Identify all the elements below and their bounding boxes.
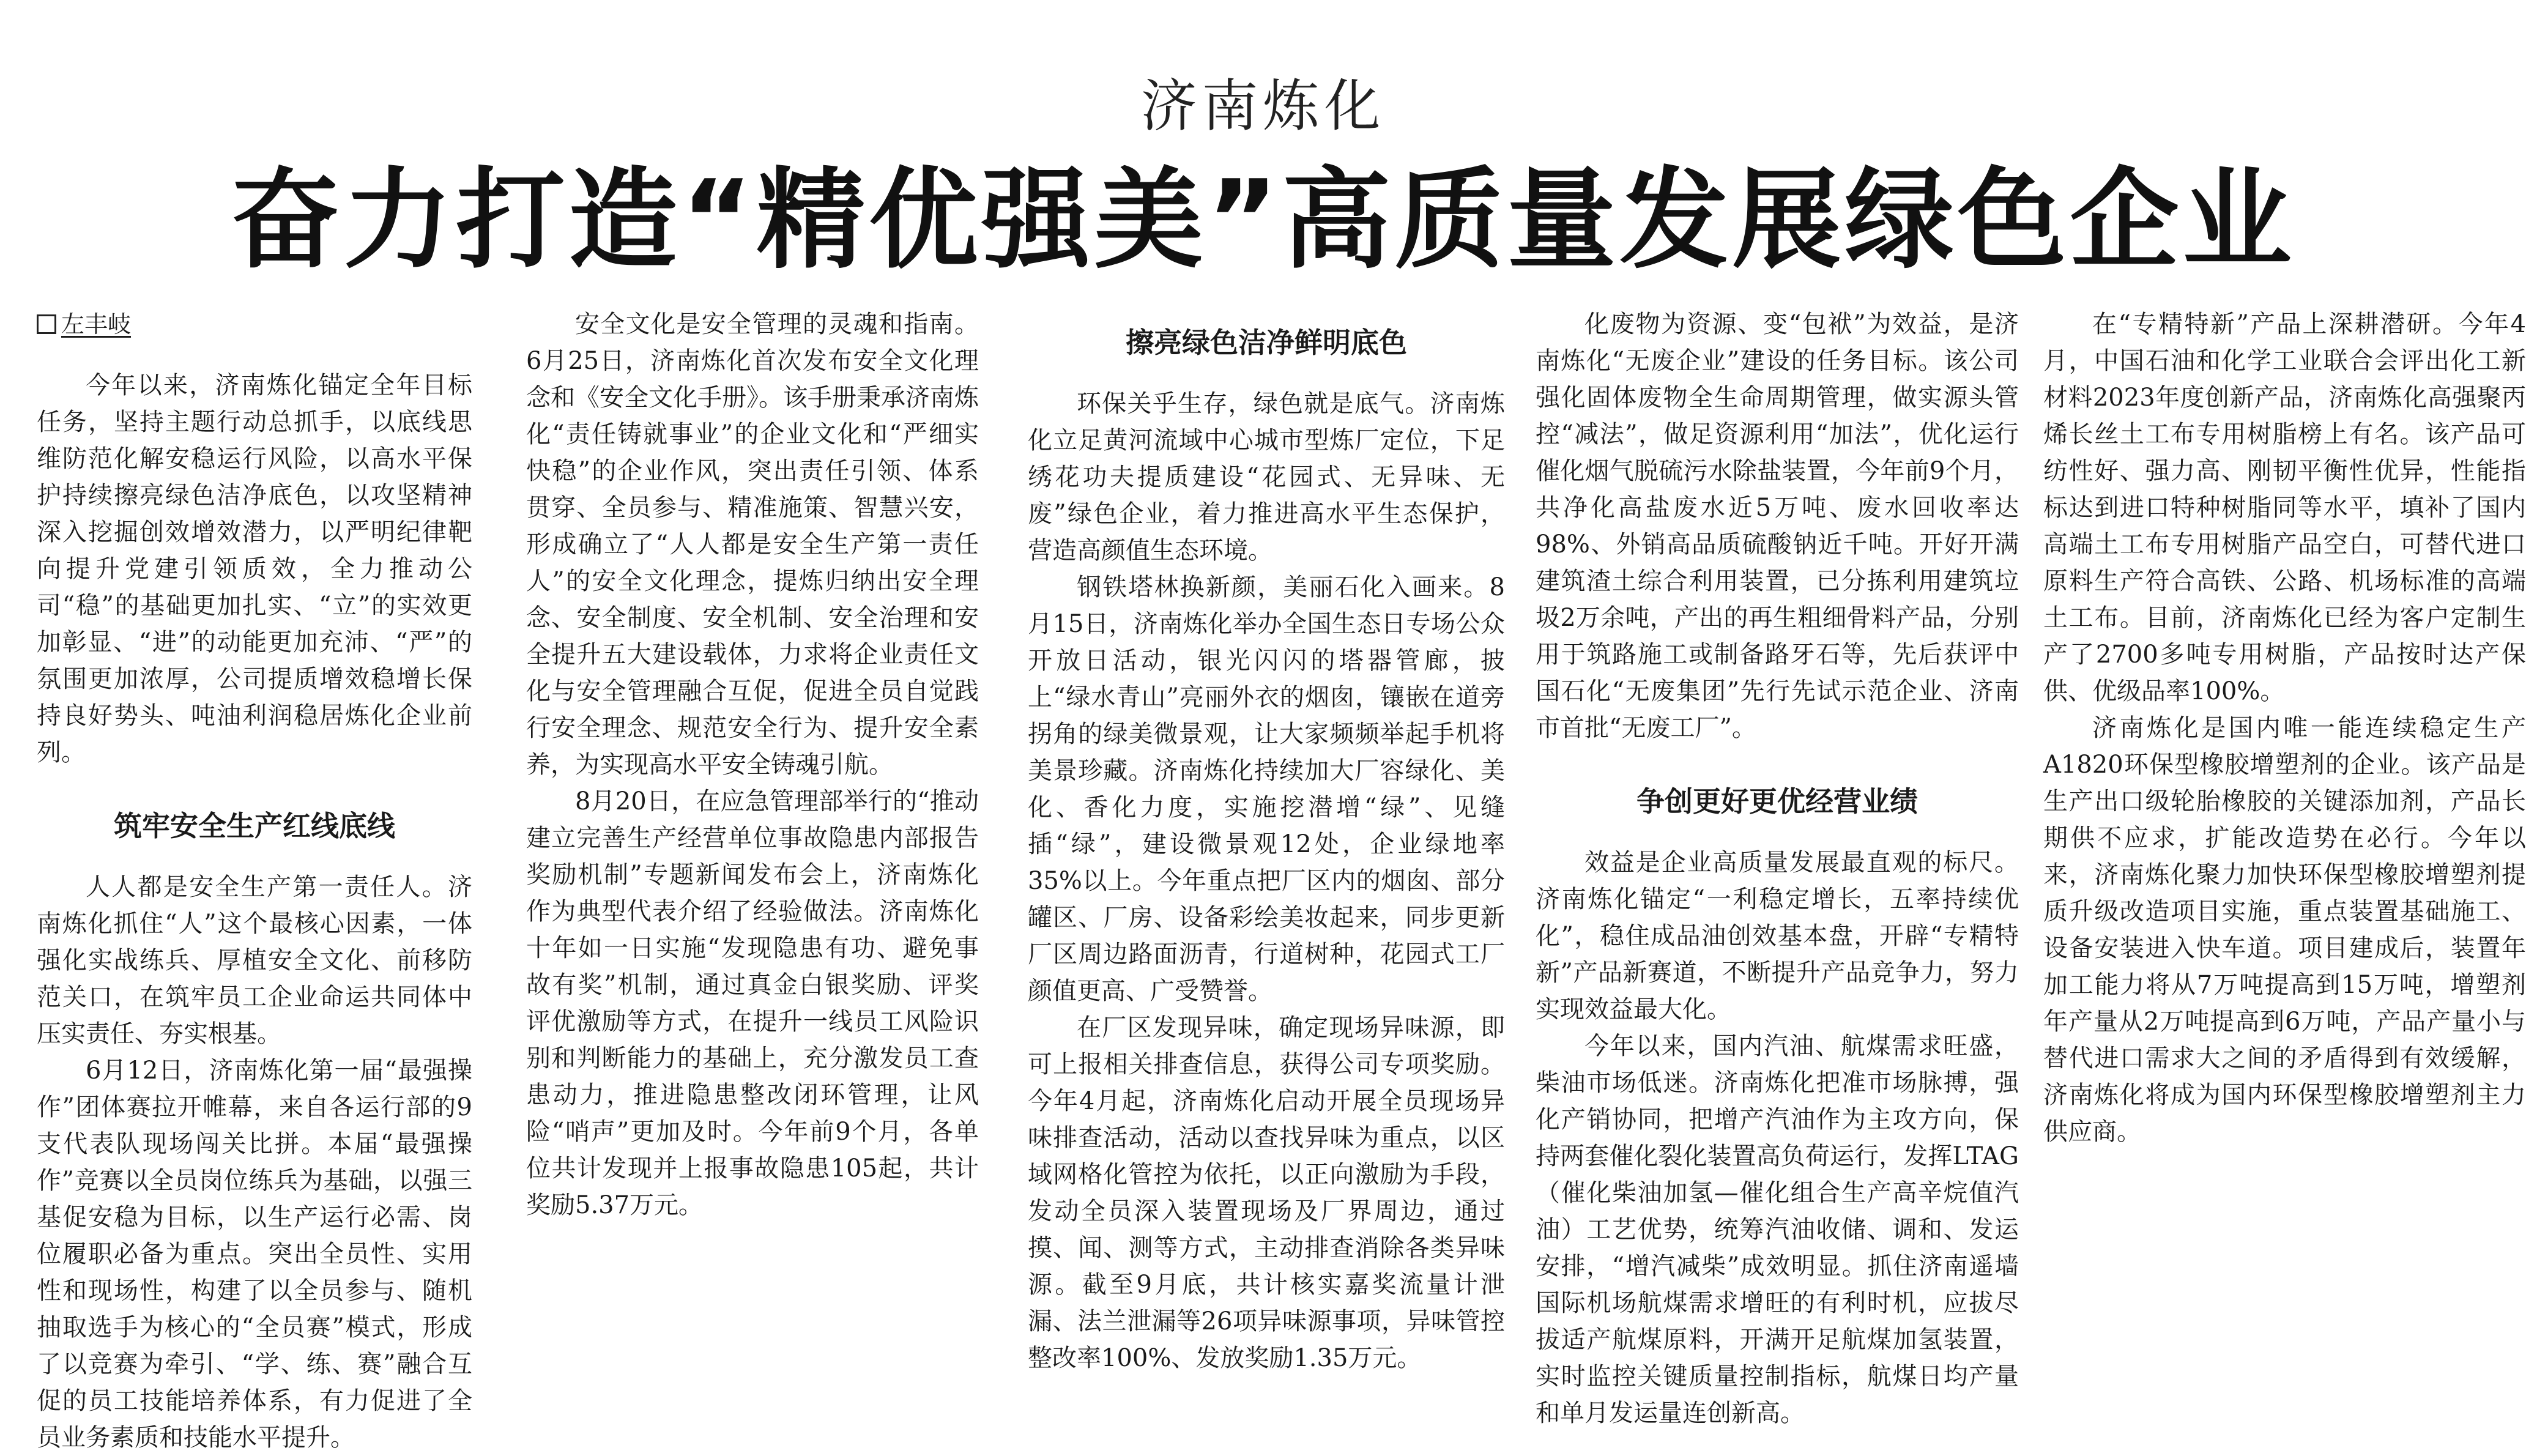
paragraph: 济南炼化是国内唯一能连续稳定生产A1820环保型橡胶增塑剂的企业。该产品是生产出口级轮胎橡胶的关键添加剂，产品长期供不应求，扩能改造势在必行。今年以来，济南炼化聚力加快环保型橡胶增塑剂提质升级改造项目实施，重点装置基础施工、设备安装进入快车道。项目建成后，装置年加工能力将从7万吨提高到15万吨，增塑剂年产量从2万吨提高到6万吨，产品产量小与替代进口需求大之间的矛盾得到有效缓解，济南炼化将成为国内环保型橡胶增塑剂主力供应商。 [2043, 714, 2526, 1146]
paragraph: 环保关乎生存，绿色就是底气。济南炼化立足黄河流域中心城市型炼厂定位，下足绣花功夫提质建设“花园式、无异味、无废”绿色企业，着力推进高水平生态保护，营造高颜值生态环境。 [1028, 390, 1505, 565]
text-column-5 [2043, 306, 2526, 1162]
paragraph: 化废物为资源、变“包袱”为效益，是济南炼化“无废企业”建设的任务目标。该公司强化固体废物全生命周期管理，做实源头管控“减法”，做足资源利用“加法”，优化运行催化烟气脱硫污水除盐装置，今年前9个月，共净化高盐废水近5万吨、废水回收率达98%、外销高品质硫酸钠近千吨。开好开满建筑渣土综合利用装置，已分拣利用建筑垃圾2万余吨，产出的再生粗细骨料产品，分别用于筑路施工或制备路牙石等，先后获评中国石化“无废集团”先行先试示范企业、济南市首批“无废工厂”。 [1536, 310, 2019, 742]
paragraph: 在厂区发现异味，确定现场异味源，即可上报相关排查信息，获得公司专项奖励。今年4月起，济南炼化启动开展全员现场异味排查活动，活动以查找异味为重点，以区域网格化管控为依托，以正向激励为手段，发动全员深入装置现场及厂界周边，通过摸、闻、测等方式，主动排查消除各类异味源。截至9月底，共计核实嘉奖流量计泄漏、法兰泄漏等26项异味源事项，异味管控整改率100%、发放奖励1.35万元。 [1028, 1014, 1505, 1372]
section-heading-green: 擦亮绿色洁净鲜明底色 [1126, 326, 1407, 359]
byline [37, 306, 472, 343]
paragraph: 人人都是安全生产第一责任人。济南炼化抓住“人”这个最核心因素，一体强化实战练兵、厚植安全文化、前移防范关口，在筑牢员工企业命运共同体中压实责任、夯实根基。 [37, 873, 472, 1048]
article-headline: 奋力打造“精优强美”高质量发展绿色企业 [231, 157, 2295, 283]
section-heading-safety: 筑牢安全生产红线底线 [114, 809, 395, 842]
text-column-3 [1028, 306, 1505, 1372]
byline-box-icon [37, 314, 56, 334]
paragraph: 效益是企业高质量发展最直观的标尺。济南炼化锚定“一利稳定增长，五率持续优化”，稳住成品油创效基本盘，开辟“专精特新”产品新赛道，不断提升产品竞争力，努力实现效益最大化。 [1536, 849, 2019, 1023]
paragraph: 安全文化是安全管理的灵魂和指南。6月25日，济南炼化首次发布安全文化理念和《安全文化手册》。该手册秉承济南炼化“责任铸就事业”的企业文化和“严细实快稳”的企业作风，突出责任引领、体系贯穿、全员参与、精准施策、智慧兴安，形成确立了“人人都是安全生产第一责任人”的安全文化理念，提炼归纳出安全理念、安全制度、安全机制、安全治理和安全提升五大建设载体，力求将企业责任文化与安全管理融合互促，促进全员自觉践行安全理念、规范安全行为、提升安全素养，为实现高水平安全铸魂引航。 [526, 310, 979, 779]
article-kicker: 济南炼化 [1140, 73, 1386, 139]
section-heading-performance: 争创更好更优经营业绩 [1636, 785, 1918, 818]
byline-author: 左丰岐 [61, 311, 132, 338]
paragraph: 8月20日，在应急管理部举行的“推动建立完善生产经营单位事故隐患内部报告奖励机制”专题新闻发布会上，济南炼化作为典型代表介绍了经验做法。济南炼化十年如一日实施“发现隐患有功、避免事故有奖”机制，通过真金白银奖励、评奖评优激励等方式，在提升一线员工风险识别和判断能力的基础上，充分激发员工查患动力，推进隐患整改闭环管理，让风险“哨声”更加及时。今年前9个月，各单位共计发现并上报事故隐患105起，共计奖励5.37万元。 [526, 787, 979, 1219]
paragraph: 今年以来，国内汽油、航煤需求旺盛，柴油市场低迷。济南炼化把准市场脉搏，强化产销协同，把增产汽油作为主攻方向，保持两套催化裂化装置高负荷运行，发挥LTAG（催化柴油加氢—催化组合生产高辛烷值汽油）工艺优势，统筹汽油收储、调和、发运安排，“增汽减柴”成效明显。抓住济南遥墙国际机场航煤需求增旺的有利时机，应拔尽拔适产航煤原料，开满开足航煤加氢装置，实时监控关键质量控制指标，航煤日均产量和单月发运量连创新高。 [1536, 1032, 2019, 1427]
paragraph: 今年以来，济南炼化锚定全年目标任务，坚持主题行动总抓手，以底线思维防范化解安稳运行风险，以高水平保护持续擦亮绿色洁净底色，以攻坚精神深入挖掘创效增效潜力，以严明纪律靶向提升党建引领质效，全力推动公司“稳”的基础更加扎实、“立”的实效更加彰显、“进”的动能更加充沛、“严”的氛围更加浓厚，公司提质增效稳增长保持良好势头、吨油利润稳居炼化企业前列。 [37, 371, 472, 767]
text-column-2 [526, 306, 979, 1219]
text-column-4 [1536, 306, 2019, 1427]
paragraph: 在“专精特新”产品上深耕潜研。今年4月，中国石油和化学工业联合会评出化工新材料2023年度创新产品，济南炼化高强聚丙烯长丝土工布专用树脂榜上有名。该产品可纺性好、强力高、刚韧平衡性优异，性能指标达到进口特种树脂同等水平，填补了国内高端土工布专用树脂产品空白，可替代进口原料生产符合高铁、公路、机场标准的高端土工布。目前，济南炼化已经为客户定制生产了2700多吨专用树脂，产品按时达产保供、优级品率100%。 [2043, 310, 2526, 705]
paragraph: 钢铁塔林换新颜，美丽石化入画来。8月15日，济南炼化举办全国生态日专场公众开放日活动，银光闪闪的塔器管廊，披上“绿水青山”亮丽外衣的烟囱，镶嵌在道旁拐角的绿美微景观，让大家频频举起手机将美景珍藏。济南炼化持续加大厂容绿化、美化、香化力度，实施挖潜增“绿”、见缝插“绿”，建设微景观12处，企业绿地率35%以上。今年重点把厂区内的烟囱、部分罐区、厂房、设备彩绘美妆起来，同步更新厂区周边路面沥青，行道树种，花园式工厂颜值更高、广受赞誉。 [1028, 573, 1505, 1005]
text-column-1 [37, 306, 472, 1452]
paragraph: 6月12日，济南炼化第一届“最强操作”团体赛拉开帷幕，来自各运行部的9支代表队现场闯关比拼。本届“最强操作”竞赛以全员岗位练兵为基础，以强三基促安稳为目标，以生产运行必需、岗位履职必备为重点。突出全员性、实用性和现场性，构建了以全员参与、随机抽取选手为核心的“全员赛”模式，形成了以竞赛为牵引、“学、练、赛”融合互促的员工技能培养体系，有力促进了全员业务素质和技能水平提升。 [37, 1057, 472, 1452]
